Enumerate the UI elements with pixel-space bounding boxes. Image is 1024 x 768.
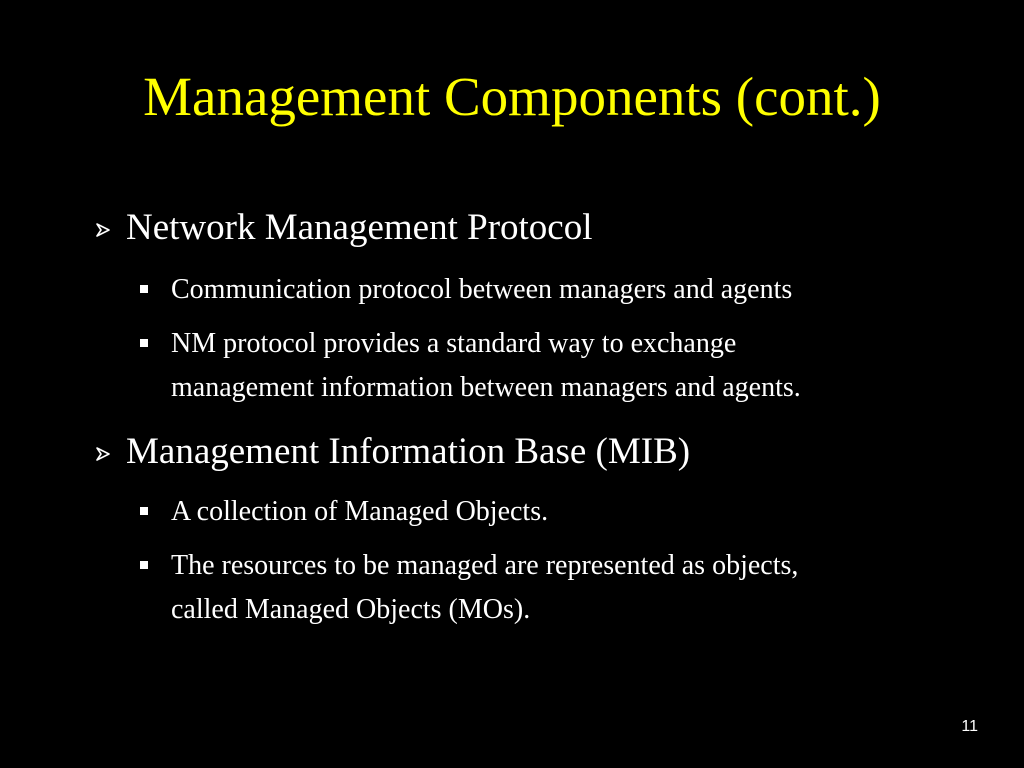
sub-bullet-text-line-2: management information between managers and agents. — [171, 372, 801, 403]
page-number: 11 — [961, 718, 978, 735]
square-bullet-icon — [140, 339, 148, 347]
square-bullet-icon — [140, 561, 148, 569]
sub-bullet-text-line-1: NM protocol provides a standard way to exchange — [171, 328, 737, 359]
square-bullet-icon — [140, 285, 148, 293]
sub-bullet-text: A collection of Managed Objects. — [171, 496, 549, 527]
bullet-heading: Management Information Base (MIB) — [126, 431, 691, 472]
chevron-bullet-icon — [92, 219, 114, 241]
square-bullet-icon — [140, 507, 148, 515]
sub-bullet-text-line-2: called Managed Objects (MOs). — [171, 594, 531, 625]
sub-bullet-text: Communication protocol between managers and agents — [171, 274, 793, 305]
slide-title: Management Components (cont.) — [143, 66, 881, 127]
chevron-bullet-icon — [92, 443, 114, 465]
bullet-heading: Network Management Protocol — [126, 207, 593, 248]
sub-bullet-text-line-1: The resources to be managed are represented as objects, — [171, 550, 799, 581]
